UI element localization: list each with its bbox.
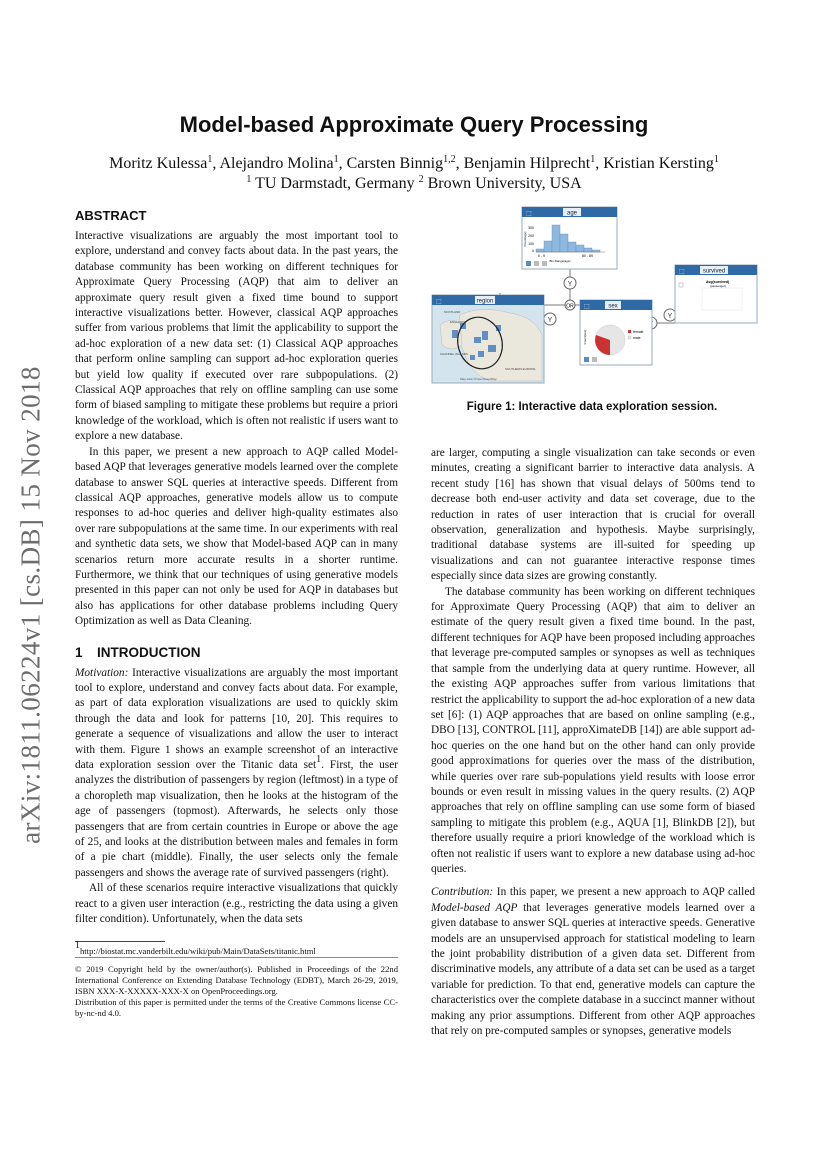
- left-column: [75, 207, 398, 1019]
- svg-text:0 - 9: 0 - 9: [538, 254, 546, 258]
- histogram-bar: [544, 241, 552, 252]
- affiliations: $^1$ TU Darmstadt, Germany $^2$ Brown University, USA: [246, 174, 582, 192]
- svg-text:0: 0: [532, 249, 534, 253]
- toolbar-icon[interactable]: [526, 261, 531, 266]
- svg-text:SCOTLAND: SCOTLAND: [444, 310, 461, 314]
- right-column: [431, 446, 755, 1039]
- region-map-panel[interactable]: [432, 295, 544, 383]
- footnote-link[interactable]: http://biostat.mc.vanderbilt.edu/wiki/pub/Main/DataSets/titanic.html: [80, 946, 316, 957]
- histogram-bar: [568, 242, 576, 252]
- histogram-bar: [592, 250, 600, 252]
- svg-text:male: male: [633, 336, 641, 340]
- svg-text:Bin Range(age): Bin Range(age): [549, 259, 571, 263]
- toolbar-icon[interactable]: [584, 357, 589, 362]
- filter-icon[interactable]: [564, 277, 576, 289]
- paper-title: Model-based Approximate Query Processing: [179, 112, 649, 137]
- author-list: Moritz Kulessa$^1$, Alejandro Molina$^1$, Carsten Binnig$^{1,2}$, Benjamin Hilprecht$^1$, Kristian Kersting$^1$: [109, 154, 719, 172]
- author: Carsten Binnig$^{1,2}$: [346, 154, 456, 172]
- toolbar-icon[interactable]: [542, 261, 547, 266]
- svg-text:OR: OR: [566, 303, 574, 310]
- abstract-paragraph: In this paper, we present a new approach to AQP called Model-based AQP that leverages generative models learned over the complete database to answer SQL queries at interactive speeds. Different from classical AQP approaches, generative models allow us to compute responses to ad-hoc queries and deliver high-quality estimates also over rare subpopulations at the same time. In our experiments with real and synthetic data sets, we show that Model-based AQP can in many scenarios return more accurate results in a shorter runtime. Furthermore, we think that our techniques of using generative models presented in this paper can not only be used for AQP in databases but also has applications for other database problems including Query Optimization as well as Data Cleaning.: [75, 445, 398, 628]
- svg-text:Avg(survived): Avg(survived): [706, 280, 730, 284]
- author: Moritz Kulessa$^1$: [109, 154, 213, 172]
- filter-icon[interactable]: [664, 309, 676, 321]
- body-paragraph: The database community has been working on different techniques for Approximate Query Processing (AQP) that aim to deliver an estimate of the query result given a fixed time bound. In the past, different techniques for AQP have been proposed including approaches that leverage pre-computed samples or synopses as well as techniques that sample from the underlying data at query runtime. However, all the existing AQP approaches suffer from various limitations that restrict the applicability to support the ad-hoc exploration of a new data set [6]: (1) AQP approaches that are based on online sampling (e.g., DBO [13], CONTROL [11], approXimateDB [14]) are able support ad-hoc queries on the one hand but on the other hand can only provide good approximations for queries over the mass of the distribution, while queries over rare sub-populations yield results with loose error bounds or even result in missing values in the query results. (2) AQP approaches that rely on offline sampling can use some form of biased sampling to mitigate this problem (e.g., AQUA [1], BlinkDB [2]), but therefore usually require a priori knowledge of the workload which is often not realistic if users want to explore a new database using ad-hoc queries.: [431, 585, 755, 875]
- panel-logo-icon: ⬚: [436, 299, 442, 305]
- body-paragraph: are larger, computing a single visualization can take seconds or even minutes, creating a significant barrier to interactive data analysis. A recent study [16] has shown that visual delays of 500ms tend to decrease both end-user activity and data set coverage, due to the reduction in rates of user interaction that is crucial for overall observation, generalization and hypothesis. Maybe surprisingly, traditional database systems are ill-suited for speeding up visualizations and can not guarantee interactive response times especially since data sizes are growing constantly.: [431, 447, 755, 583]
- svg-text:CHANNEL ISLANDS: CHANNEL ISLANDS: [440, 352, 468, 356]
- toolbar-icon[interactable]: [592, 357, 597, 362]
- svg-text:100: 100: [528, 242, 534, 246]
- or-operator[interactable]: [565, 300, 575, 310]
- survived-panel[interactable]: [675, 265, 757, 323]
- svg-text:(passenger): (passenger): [710, 284, 727, 288]
- svg-text:80 - 89: 80 - 89: [582, 254, 593, 258]
- svg-text:Count(sex): Count(sex): [583, 329, 587, 345]
- author: Alejandro Molina$^1$: [219, 154, 339, 172]
- footnote: $^1$http://biostat.mc.vanderbilt.edu/wiki/pub/Main/DataSets/titanic.html: [75, 940, 316, 957]
- histogram-bar: [536, 249, 544, 252]
- svg-text:Y: Y: [667, 313, 673, 320]
- panel-logo-icon: ⬚: [679, 269, 685, 275]
- contribution-paragraph: Contribution: In this paper, we present a new approach to AQP called Model-based AQP that leverages generative models learned over a given database to answer SQL queries at interactive speeds. Generative models are an unsupervised approach for statistical modeling to learn the joint probability distribution of a given data set. Different from discriminative models, any attribute of a data set can be used as a target variable for prediction. To that end, generative models can capture the characteristics over the complete database in a succinct manner without making any prior assumptions. Different from other AQP approaches that rely on pre-computed samples or synopses, generative models: [431, 886, 755, 1038]
- author: Kristian Kersting$^1$: [603, 154, 719, 172]
- panel-title: sex: [608, 303, 618, 310]
- abstract-paragraph: Interactive visualizations are arguably the most important tool to explore, understand and convey facts about data. In the past years, the database community has been working on different techniques for Approximate Query Processing (AQP) that aim to deliver an approximate query result given a fixed time bound to support interactive visualizations better. However, classical AQP approaches suffer from various problems that limit the applicability to support the ad-hoc exploration of a new data set: (1) Classical AQP approaches that perform online sampling can support ad-hoc exploration queries but yield low quality if executed over rare subpopulations. (2) Classical AQP approaches that rely on offline sampling can use some form of biased sampling to mitigate these problems but require a priori knowledge of the workload, which is often not realistic if users want to explore a new database.: [75, 230, 398, 443]
- panel-logo-icon: ⬚: [526, 211, 532, 217]
- svg-text:300: 300: [528, 226, 534, 230]
- svg-text:SOUTHERN EUROPE: SOUTHERN EUROPE: [505, 367, 536, 371]
- figure-1: [430, 205, 760, 390]
- histogram-bar: [560, 234, 568, 252]
- panel-title: region: [476, 298, 494, 305]
- toolbar-icon[interactable]: [534, 261, 539, 266]
- svg-text:ENGLAND: ENGLAND: [450, 320, 465, 324]
- svg-text:female: female: [633, 330, 644, 334]
- svg-text:Count(age): Count(age): [523, 231, 527, 247]
- copyright-notice: © 2019 Copyright held by the owner/author(s). Published in Proceedings of the 22nd International Conference on Extending Database Technology (EDBT), March 26-29, 2019, ISBN XXX-X-XXXXX-XXX-X on OpenProceedings.org. Distribution of this paper is permitted under the terms of the Creative Commons license CC-by-nc-nd 4.0.: [75, 957, 398, 1019]
- arxiv-identifier: arXiv:1811.06224v1 [cs.DB] 15 Nov 2018: [15, 366, 46, 844]
- panel-title: age: [566, 210, 578, 217]
- histogram-bar: [552, 225, 560, 252]
- histogram-bar: [584, 248, 592, 252]
- filter-icon[interactable]: [544, 313, 556, 325]
- intro-paragraph: All of these scenarios require interactive visualizations that quickly react to a given user interaction (e.g., restricting the data using a given filter condition). Unfortunately, when the data sets: [75, 882, 398, 926]
- age-histogram-panel[interactable]: [522, 207, 617, 269]
- intro-heading: 1 INTRODUCTION: [75, 644, 201, 660]
- svg-text:Y: Y: [547, 317, 553, 324]
- histogram-bar: [576, 245, 584, 252]
- svg-text:Map data ©OpenStreetMap: Map data ©OpenStreetMap: [460, 377, 497, 381]
- footnote-rule: [75, 941, 165, 942]
- figure-caption: Figure 1: Interactive data exploration session.: [466, 401, 718, 413]
- svg-text:Y: Y: [567, 281, 573, 288]
- svg-text:200: 200: [528, 234, 534, 238]
- author: Benjamin Hilprecht$^1$: [463, 154, 596, 172]
- sex-pie-panel[interactable]: [580, 300, 652, 365]
- abstract-heading: ABSTRACT: [75, 208, 147, 223]
- panel-title: survived: [702, 268, 726, 275]
- intro-paragraph: Motivation: Interactive visualizations are arguably the most important tool to explore, understand and convey facts about data. For example, as part of data exploration visualizations are used to quickly skim through the data and look for patterns [10, 20]. This requires to generate a sequence of visualizations and allow the user to interact with them. Figure 1 shows an example screenshot of an interactive data exploration session over the Titanic data set$^1$. First, the user analyzes the distribution of passengers by region (leftmost) in a type of a choropleth map visualization, then he looks at the histogram of the age of passengers (topmost). Afterwards, he selects only those passengers that are from certain countries in Europe or above the age of 25, and looks at the distribution between males and females in form of a pie chart (middle). Finally, the user selects only the female passengers and shows the average rate of survived passengers (right).: [75, 666, 398, 879]
- panel-logo-icon: ⬚: [584, 304, 590, 310]
